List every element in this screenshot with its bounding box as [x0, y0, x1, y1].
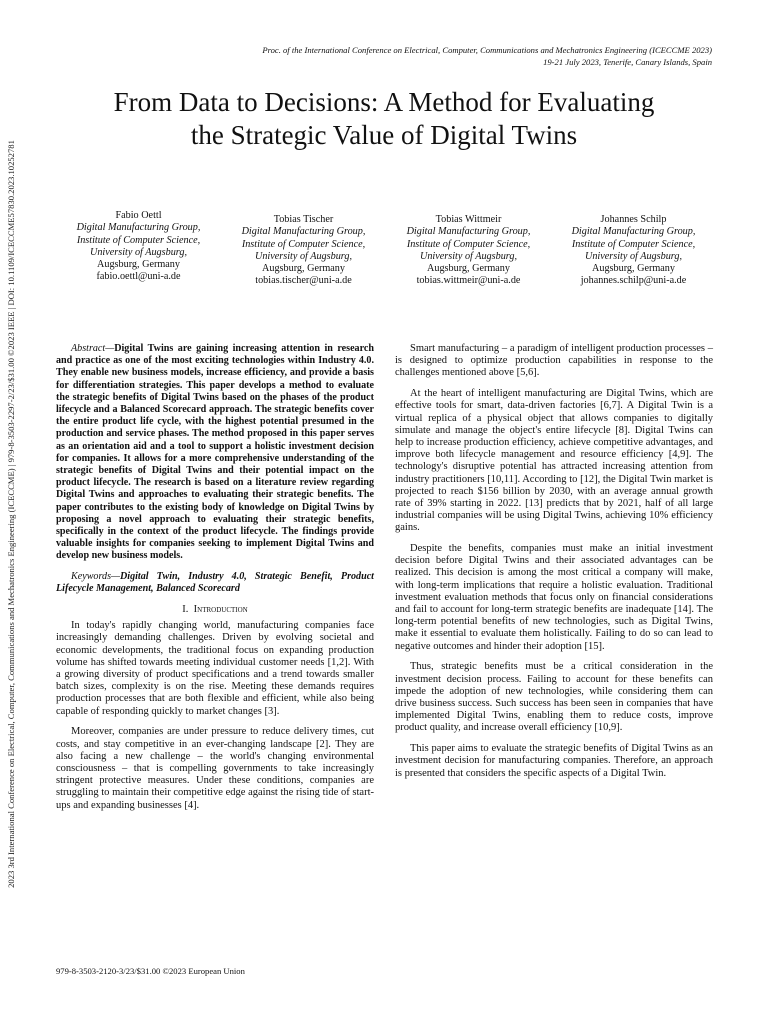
section-heading-introduction — [56, 604, 374, 616]
author-affiliation: Digital Manufacturing Group, — [571, 226, 696, 238]
author-city: Augsburg, Germany — [97, 259, 180, 271]
author-block — [56, 210, 716, 288]
paragraph: This paper aims to evaluate the strategic benefits of Digital Twins as an investment decision for manufacturing companies. Therefore, an approach is presented that considers the specific aspects of a Digital Twin. — [395, 743, 713, 779]
keywords — [56, 571, 374, 595]
paper-title — [40, 86, 728, 152]
paragraph: Smart manufacturing – a paradigm of intelligent production processes – is designed to optimize production capabilities in response to the challenges mentioned above [5,6]. — [395, 343, 713, 379]
author-city: Augsburg, Germany — [592, 263, 675, 275]
paragraph: In today's rapidly changing world, manufacturing companies face increasingly demanding challenges. Driven by evolving societal and economic developments, the traditional focus on expanding production volume has shifted towards meeting individual customer needs [1,2]. With a growing diversity of product specifications and a trend towards smaller batch sizes, complexity is on the rise. Meeting these demands requires production processes that are both flexible and efficient, while also being capable of responding quickly to market changes [3]. — [56, 620, 374, 717]
author-4 — [551, 214, 716, 288]
abstract-text: Digital Twins are gaining increasing attention in research and practice as one of the most exciting technologies within Industry 4.0. They enable new business models, increase efficiency, and provide a basis for differentiation strategies. This paper develops a method to evaluate the strategic benefits of Digital Twins based on the phases of the product lifecycle and a Balanced Scorecard approach. The strategic benefits cover the entire product life cycle, with the highest potential presumed in the production and service phases. The method proposed in this paper serves as an orientation aid and a tool to support a holistic investment decision for companies. It allows for a more comprehensive understanding of the strategic benefits of Digital Twins and their potential impact on the product lifecycle. The research is based on a literature review regarding Digital Twins and approaches to evaluating their strategic benefits. The paper contributes to the existing body of knowledge on Digital Twins by proposing a novel approach to evaluating their strategic benefits, specifically in the context of the product lifecycle. The findings provide valuable insights for companies seeking to implement Digital Twins and develop new business models. — [56, 343, 374, 562]
paragraph: Despite the benefits, companies must make an initial investment decision before Digital Twins and their associated advantages can be realized. This decision is among the most critical a company will make, with long-term implications that require a holistic evaluation. Traditional investment evaluation methods that focus only on financial considerations and fail to account for long-term strategic benefits are inadequate [14]. The long-term potential benefits of new technologies, such as Digital Twins, make it essential to evaluate them holistically. Failing to do so can lead to negative outcomes and hinder their adoption [15]. — [395, 543, 713, 652]
right-column — [395, 343, 713, 788]
author-1 — [56, 210, 221, 288]
paragraph: Moreover, companies are under pressure to reduce delivery times, cut costs, and stay competitive in an ever-changing landscape [2]. They are also facing a new challenge – the world's changing environmental consciousness – that is compelling governments to take increasingly stringent protective measures. Under these conditions, companies are struggling to maintain their competitive edge against the rising tide of start-ups and expanding businesses [4]. — [56, 726, 374, 811]
author-email[interactable]: tobias.tischer@uni-a.de — [255, 275, 352, 287]
abstract-lead: Abstract— — [71, 343, 115, 354]
author-affiliation: Institute of Computer Science, — [406, 238, 531, 250]
side-doi-note: 2023 3rd International Conference on Electrical, Computer, Communications and Mechatronics Engineering (ICECCME) | 979-8-3503-2297-2/23/$31.00 ©2023 IEEE | DOI: 10.1109/ICECCME57830.2023.10252781 — [6, 140, 16, 888]
keywords-text: Digital Twin, Industry 4.0, Strategic Benefit, Product Lifecycle Management, Balanced Scorecard — [56, 571, 374, 595]
author-email[interactable]: johannes.schilp@uni-a.de — [580, 275, 687, 287]
author-affiliation: University of Augsburg, — [584, 250, 683, 262]
section-number: I. — [182, 604, 189, 616]
title-line-2: the Strategic Value of Digital Twins — [190, 120, 578, 150]
author-affiliation: University of Augsburg, — [419, 250, 518, 262]
author-name: Tobias Wittmeir — [435, 214, 502, 225]
author-city: Augsburg, Germany — [427, 263, 510, 275]
proceedings-line-2: 19-21 July 2023, Tenerife, Canary Islands, Spain — [543, 57, 712, 67]
author-3 — [386, 214, 551, 288]
author-affiliation: Digital Manufacturing Group, — [76, 222, 201, 234]
copyright-footer: 979-8-3503-2120-3/23/$31.00 ©2023 European Union — [56, 966, 245, 976]
keywords-lead: Keywords— — [71, 571, 120, 583]
proceedings-header — [262, 44, 712, 68]
author-2 — [221, 214, 386, 288]
author-name: Johannes Schilp — [600, 214, 667, 225]
author-name: Tobias Tischer — [273, 214, 334, 225]
author-affiliation: University of Augsburg, — [89, 246, 188, 258]
proceedings-line-1: Proc. of the International Conference on Electrical, Computer, Communications and Mechatronics Engineering (ICECCME 2023) — [262, 45, 712, 55]
author-affiliation: Digital Manufacturing Group, — [406, 226, 531, 238]
paragraph: At the heart of intelligent manufacturing are Digital Twins, which are effective tools for smart, data-driven factories [6,7]. A Digital Twin is a virtual replica of a physical object that allows companies to digitally simulate and manage the object's entire lifecycle [8]. Digital Twins can help to increase production efficiency, achieve competitive advantages, and improve both lifecycle management and resource efficiency [4,9]. The technology's disruptive potential has attracted increasing attention from industry practitioners [10,11]. According to [12], the Digital Twin market is projected to reach $156 billion by 2030, with an average annual growth rate of 39% starting in 2022. [13] predicts that by 2021, half of all large industrial companies will be using Digital Twins, achieving 10% efficiency gains. — [395, 388, 713, 534]
author-email[interactable]: fabio.oettl@uni-a.de — [96, 271, 181, 283]
author-name: Fabio Oettl — [115, 210, 162, 221]
paragraph: Thus, strategic benefits must be a critical consideration in the investment decision process. Failing to account for these benefits can impede the adoption of new technologies, while considering them can drive business success. Such success has been seen in companies that have implemented Digital Twins, enabling them to reduce costs, improve product quality, and increase overall efficiency [10,9]. — [395, 661, 713, 734]
author-affiliation: University of Augsburg, — [254, 250, 353, 262]
title-line-1: From Data to Decisions: A Method for Evaluating — [113, 87, 655, 117]
author-affiliation: Institute of Computer Science, — [241, 238, 366, 250]
author-city: Augsburg, Germany — [262, 263, 345, 275]
abstract — [56, 343, 374, 563]
left-column — [56, 343, 374, 820]
section-title: Introduction — [193, 604, 248, 616]
author-affiliation: Digital Manufacturing Group, — [241, 226, 366, 238]
author-email[interactable]: tobias.wittmeir@uni-a.de — [416, 275, 521, 287]
author-affiliation: Institute of Computer Science, — [76, 234, 201, 246]
author-affiliation: Institute of Computer Science, — [571, 238, 696, 250]
